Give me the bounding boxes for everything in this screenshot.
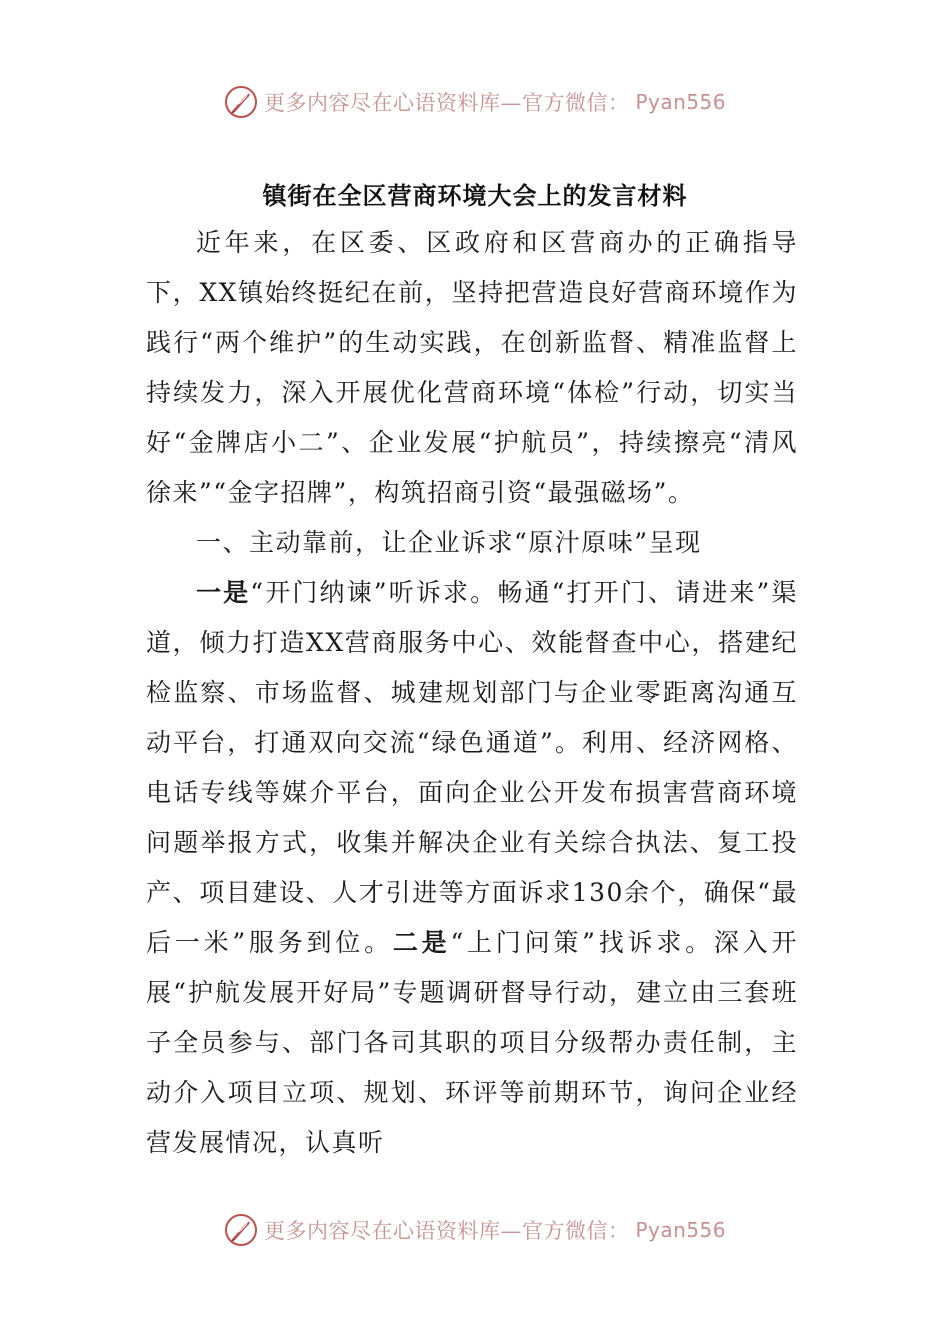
paragraph-intro: 近年来，在区委、区政府和区营商办的正确指导下，XX镇始终挺纪在前，坚持把营造良好营商环境作为践行“两个维护”的生动实践，在创新监督、精准监督上持续发力，深入开展优化营商环境“体检”行动，切实当好“金牌店小二”、企业发展“护航员”，持续擦亮“清风徐来”“金字招牌”，构筑招商引资“最强磁场”。 [146, 228, 798, 507]
watermark-wechat-id: Pyan556 [635, 90, 726, 114]
watermark-text: 更多内容尽在心语资料库—官方微信： [263, 1219, 630, 1243]
point-lead-1: 一是 [196, 578, 251, 607]
document-title: 镇街在全区营商环境大会上的发言材料 [262, 182, 688, 210]
point-lead-2: 二是 [392, 928, 451, 957]
point-text-1: “开门纳谏”听诉求。畅通“打开门、请进来”渠道，倾力打造XX营商服务中心、效能督查中心，搭建纪检监察、市场监督、城建规划部门与企业零距离沟通互动平台，打通双向交流“绿色通道”。利用、经济网格、电话专线等媒介平台，面向企业公开发布损害营商环境问题举报方式，收集并解决企业有关综合执法、复工投产、项目建设、人才引进等方面诉求130余个，确保“最后一米”服务到位。 [146, 578, 798, 957]
paragraph-point-1 [146, 568, 798, 1168]
point-text-2: “上门问策”找诉求。深入开展“护航发展开好局”专题调研督导行动，建立由三套班子全员参与、部门各司其职的项目分级帮办责任制，主动介入项目立项、规划、环评等前期环节，询问企业经营发展情况，认真听 [146, 928, 798, 1157]
quill-logo-icon [224, 85, 258, 119]
watermark-text: 更多内容尽在心语资料库—官方微信： [263, 91, 630, 115]
document-body [146, 218, 798, 1168]
section-heading: 一、主动靠前，让企业诉求“原汁原味”呈现 [196, 528, 702, 557]
watermark-banner-top [0, 80, 950, 124]
quill-logo-icon [224, 1213, 258, 1247]
watermark-banner-bottom [0, 1208, 950, 1252]
watermark-wechat-id: Pyan556 [635, 1218, 726, 1242]
